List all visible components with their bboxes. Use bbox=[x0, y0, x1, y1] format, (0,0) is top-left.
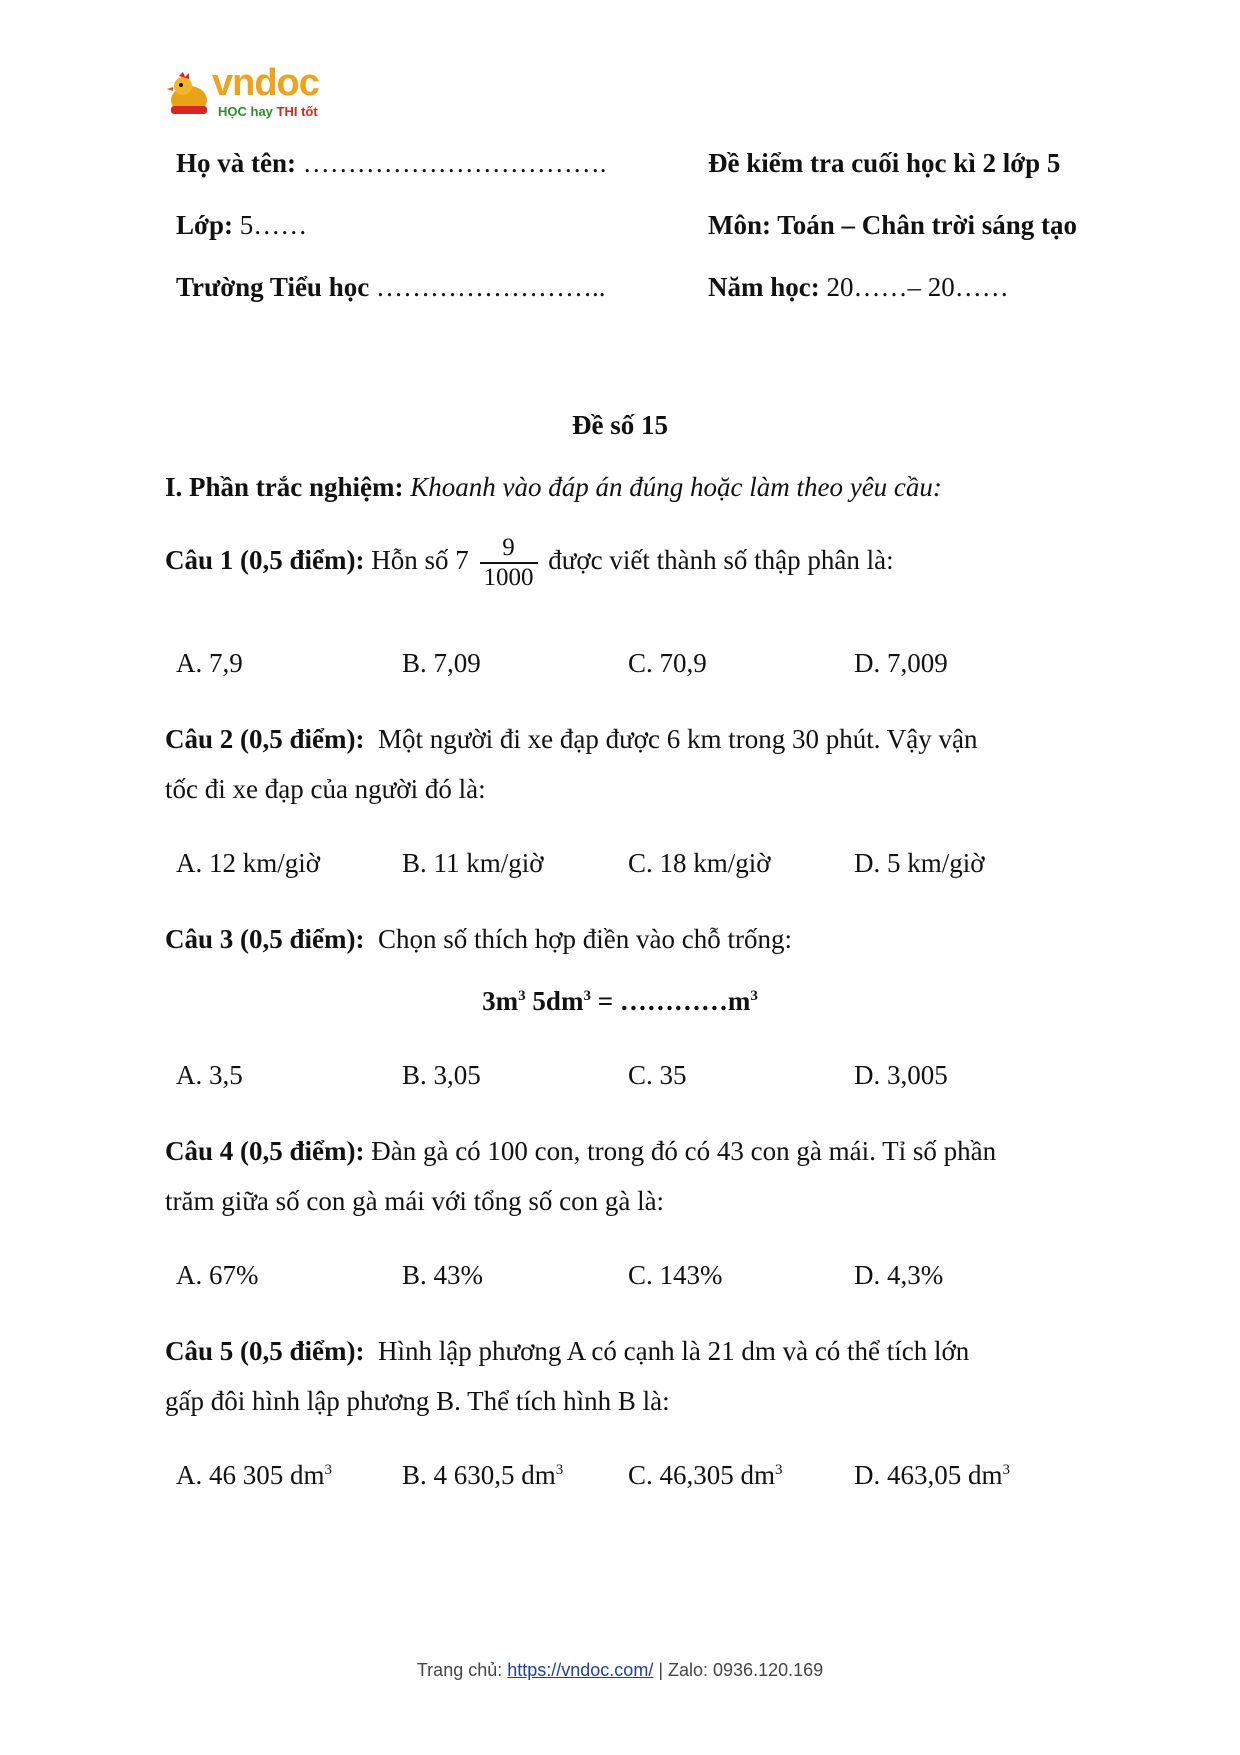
q2-option-c[interactable]: C. 18 km/giờ bbox=[628, 848, 771, 878]
student-name-line: Họ và tên: ……………………………. bbox=[176, 148, 607, 178]
q3-option-a[interactable]: A. 3,5 bbox=[176, 1060, 243, 1090]
vndoc-home-link[interactable]: https://vndoc.com/ bbox=[507, 1660, 654, 1680]
q3-equation: $3m^3$ $5dm^3$ = $\dots\dots\dots\dots m^3$ bbox=[482, 986, 758, 1016]
school-line: Trường Tiểu học …………………….. bbox=[176, 272, 606, 302]
q4-option-b[interactable]: B. 43% bbox=[402, 1260, 483, 1290]
q4-option-c[interactable]: C. 143% bbox=[628, 1260, 723, 1290]
q5-option-c[interactable]: C. 46,305 $dm^3$ bbox=[628, 1460, 783, 1490]
class-line: Lớp: 5…… bbox=[176, 210, 308, 240]
question-2-line-2: tốc đi xe đạp của người đó là: bbox=[165, 774, 486, 804]
q4-option-d[interactable]: D. 4,3% bbox=[854, 1260, 944, 1290]
question-5-line-2: gấp đôi hình lập phương B. Thể tích hình B là: bbox=[165, 1386, 670, 1416]
q2-option-d[interactable]: D. 5 km/giờ bbox=[854, 848, 985, 878]
logo-tagline: HỌC hay THI tốt bbox=[218, 104, 318, 119]
question-1: Câu 1 (0,5 điểm): Hỗn số 7 $\frac{9}{1000}$ được viết thành số thập phân là: bbox=[165, 534, 894, 591]
q3-option-d[interactable]: D. 3,005 bbox=[854, 1060, 948, 1090]
section-1-heading: I. Phần trắc nghiệm: Khoanh vào đáp án đúng hoặc làm theo yêu cầu: bbox=[165, 472, 942, 502]
q3-option-b[interactable]: B. 3,05 bbox=[402, 1060, 481, 1090]
q1-option-c[interactable]: C. 70,9 bbox=[628, 648, 707, 678]
exam-title: Đề kiểm tra cuối học kì 2 lớp 5 bbox=[708, 148, 1061, 178]
question-4: Câu 4 (0,5 điểm): Đàn gà có 100 con, trong đó có 43 con gà mái. Tỉ số phần bbox=[165, 1136, 997, 1166]
subject-line: Môn: Toán – Chân trời sáng tạo bbox=[708, 210, 1078, 240]
chicken-mascot-icon bbox=[165, 70, 215, 120]
exam-number-title: Đề số 15 bbox=[572, 410, 668, 440]
name-blank[interactable]: ……………………………. bbox=[302, 148, 607, 178]
question-3: Câu 3 (0,5 điểm): Chọn số thích hợp điền vào chỗ trống: bbox=[165, 924, 792, 954]
q2-option-b[interactable]: B. 11 km/giờ bbox=[402, 848, 544, 878]
q5-option-d[interactable]: D. 463,05 $dm^3$ bbox=[854, 1460, 1010, 1490]
q5-option-a[interactable]: A. 46 305 $dm^3$ bbox=[176, 1460, 332, 1490]
logo-brand-text: vndoc bbox=[212, 62, 319, 104]
school-year-line: Năm học: 20……– 20…… bbox=[708, 272, 1009, 302]
q3-option-c[interactable]: C. 35 bbox=[628, 1060, 687, 1090]
question-2: Câu 2 (0,5 điểm): Một người đi xe đạp được 6 km trong 30 phút. Vậy vận bbox=[165, 724, 978, 754]
question-4-line-2: trăm giữa số con gà mái với tổng số con gà là: bbox=[165, 1186, 665, 1216]
q2-option-a[interactable]: A. 12 km/giờ bbox=[176, 848, 321, 878]
mixed-number-fraction: $\frac{9}{1000}$ bbox=[480, 534, 538, 592]
class-blank[interactable]: 5…… bbox=[239, 210, 308, 240]
q1-option-a[interactable]: A. 7,9 bbox=[176, 648, 243, 678]
q4-option-a[interactable]: A. 67% bbox=[176, 1260, 259, 1290]
q1-option-b[interactable]: B. 7,09 bbox=[402, 648, 481, 678]
q1-option-d[interactable]: D. 7,009 bbox=[854, 648, 948, 678]
q5-option-b[interactable]: B. 4 630,5 $dm^3$ bbox=[402, 1460, 564, 1490]
page-footer: Trang chủ: https://vndoc.com/ | Zalo: 0936.120.169 bbox=[416, 1660, 824, 1680]
school-blank[interactable]: …………………….. bbox=[375, 272, 606, 302]
question-5: Câu 5 (0,5 điểm): Hình lập phương A có cạnh là 21 dm và có thể tích lớn bbox=[165, 1336, 970, 1366]
